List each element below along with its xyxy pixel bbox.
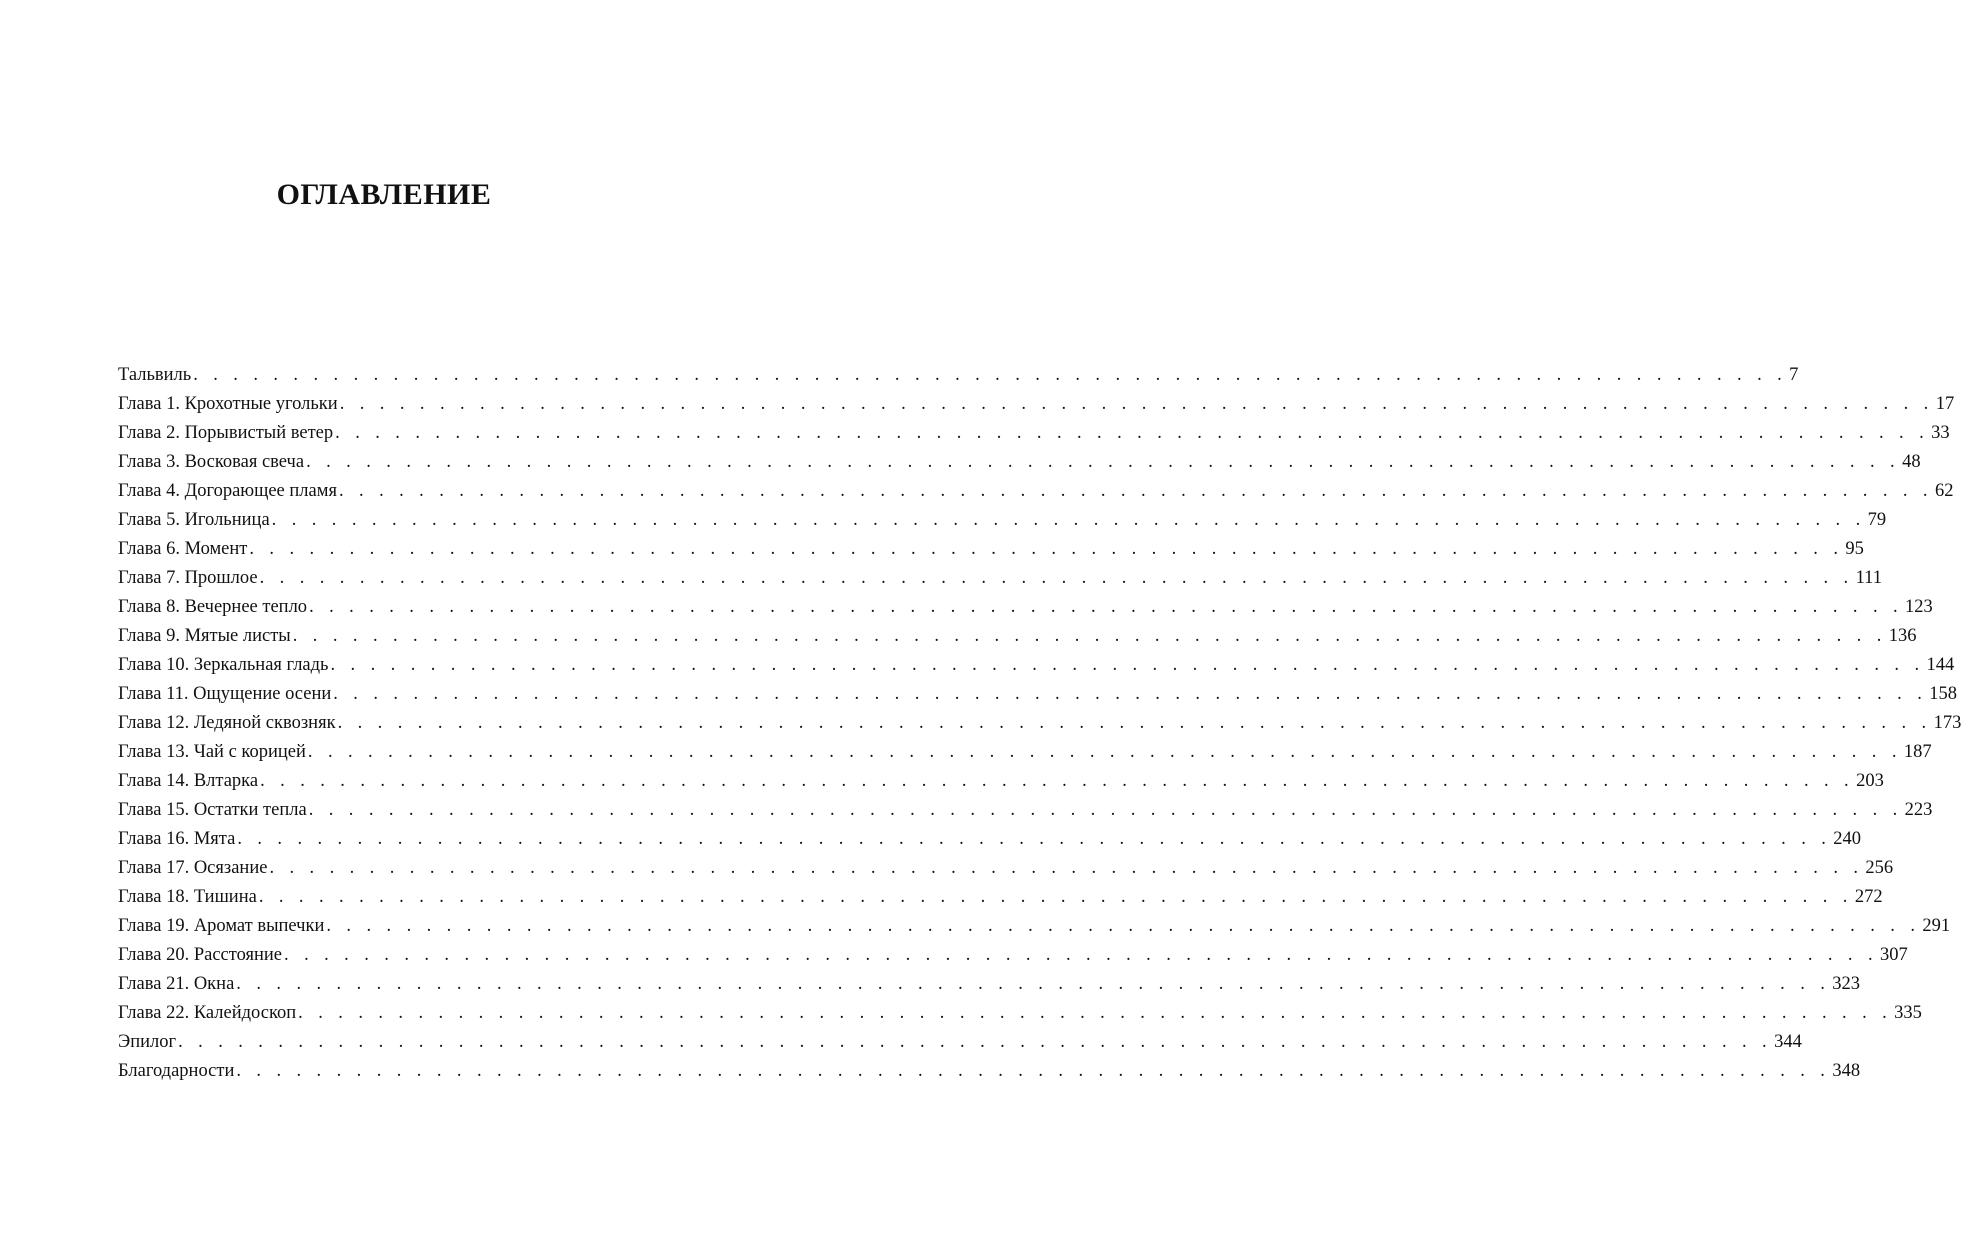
toc-entry-page-number: 291 [1922, 916, 1951, 936]
toc-entry-page-number: 79 [1867, 510, 1887, 530]
toc-entry-page-number: 7 [1789, 365, 1799, 385]
toc-entry-page-number: 323 [1832, 974, 1861, 994]
toc-entry-title: Глава 10. Зеркальная гладь [118, 655, 329, 675]
toc-entry-page-number: 62 [1934, 481, 1954, 501]
toc-entry-title: Глава 11. Ощущение осени [118, 684, 332, 704]
toc-entry-title: Глава 19. Аромат выпечки [118, 916, 325, 936]
toc-entry-title: Глава 22. Калейдоскоп [118, 1003, 297, 1023]
dot-leader: . . . . . . . . . . . . . . . . . . . . . . . . . . . . . . . . . . . . . . . . . . . . . . . . . . . . . . . . . . . . . . . . . . . . . . . . . . . . . . . . [236, 1061, 1831, 1081]
toc-entry [118, 361, 1799, 390]
toc-entry-title: Глава 15. Остатки тепла [118, 800, 307, 820]
toc-entry-page-number: 123 [1905, 597, 1933, 617]
toc-entry-title: Эпилог [118, 1032, 177, 1052]
toc-entry-title: Глава 13. Чай с корицей [118, 742, 306, 762]
dot-leader: . . . . . . . . . . . . . . . . . . . . . . . . . . . . . . . . . . . . . . . . . . . . . . . . . . . . . . . . . . . . . . . . . . . . . . . . . . . . . . . . [308, 800, 1903, 820]
toc-entry [118, 970, 1861, 999]
toc-entry-page-number: 48 [1902, 452, 1921, 472]
toc-entry-page-number: 240 [1833, 829, 1862, 849]
toc-entry-title: Глава 4. Догорающее пламя [118, 481, 337, 501]
toc-entry-title: Глава 1. Крохотные угольки [118, 394, 338, 414]
dot-leader: . . . . . . . . . . . . . . . . . . . . . . . . . . . . . . . . . . . . . . . . . . . . . . . . . . . . . . . . . . . . . . . . . . . . . . . . . . . . . . . . [333, 684, 1928, 704]
toc-entry-title: Глава 20. Расстояние [118, 945, 283, 965]
toc-entry-page-number: 256 [1865, 858, 1894, 878]
toc-entry-title: Глава 9. Мятые листы [118, 626, 291, 646]
toc-entry-title: Глава 21. Окна [118, 974, 235, 994]
toc-entry-title: Глава 8. Вечернее тепло [118, 597, 308, 617]
toc-entry [118, 1057, 1861, 1086]
dot-leader: . . . . . . . . . . . . . . . . . . . . . . . . . . . . . . . . . . . . . . . . . . . . . . . . . . . . . . . . . . . . . . . . . . . . . . . . . . . . . . . . [298, 1003, 1893, 1023]
page-title: ОГЛАВЛЕНИЕ [276, 178, 492, 211]
toc-entry-title: Глава 16. Мята [118, 829, 236, 849]
toc-entry [118, 854, 1894, 883]
toc-entry [118, 564, 1882, 593]
dot-leader: . . . . . . . . . . . . . . . . . . . . . . . . . . . . . . . . . . . . . . . . . . . . . . . . . . . . . . . . . . . . . . . . . . . . . . . . . . . . . . . . [236, 974, 1831, 994]
toc-entry-page-number: 111 [1855, 568, 1882, 588]
dot-leader: . . . . . . . . . . . . . . . . . . . . . . . . . . . . . . . . . . . . . . . . . . . . . . . . . . . . . . . . . . . . . . . . . . . . . . . . . . . . . . . . [178, 1032, 1773, 1052]
toc-entry [118, 535, 1864, 564]
dot-leader: . . . . . . . . . . . . . . . . . . . . . . . . . . . . . . . . . . . . . . . . . . . . . . . . . . . . . . . . . . . . . . . . . . . . . . . . . . . . . . . . [193, 365, 1788, 385]
dot-leader: . . . . . . . . . . . . . . . . . . . . . . . . . . . . . . . . . . . . . . . . . . . . . . . . . . . . . . . . . . . . . . . . . . . . . . . . . . . . . . . . [237, 829, 1832, 849]
toc-entry [118, 883, 1883, 912]
toc-entry [118, 738, 1932, 767]
table-of-contents [118, 361, 1961, 1086]
toc-entry-title: Глава 6. Момент [118, 539, 248, 559]
toc-entry [118, 593, 1933, 622]
toc-entry-page-number: 95 [1845, 539, 1864, 559]
toc-entry [118, 506, 1887, 535]
toc-entry [118, 999, 1922, 1028]
toc-entry-page-number: 203 [1856, 771, 1884, 791]
dot-leader: . . . . . . . . . . . . . . . . . . . . . . . . . . . . . . . . . . . . . . . . . . . . . . . . . . . . . . . . . . . . . . . . . . . . . . . . . . . . . . . . [284, 945, 1878, 965]
toc-entry-page-number: 223 [1904, 800, 1933, 820]
dot-leader: . . . . . . . . . . . . . . . . . . . . . . . . . . . . . . . . . . . . . . . . . . . . . . . . . . . . . . . . . . . . . . . . . . . . . . . . . . . . . . . . [249, 539, 1844, 559]
toc-entry-title: Глава 14. Влтарка [118, 771, 259, 791]
toc-entry [118, 622, 1917, 651]
toc-entry [118, 912, 1951, 941]
dot-leader: . . . . . . . . . . . . . . . . . . . . . . . . . . . . . . . . . . . . . . . . . . . . . . . . . . . . . . . . . . . . . . . . . . . . . . . . . . . . . . . . [306, 452, 1901, 472]
toc-entry-page-number: 344 [1774, 1032, 1802, 1052]
toc-entry-page-number: 33 [1931, 423, 1950, 443]
toc-entry-page-number: 136 [1888, 626, 1917, 646]
toc-entry-title: Благодарности [118, 1061, 235, 1081]
dot-leader: . . . . . . . . . . . . . . . . . . . . . . . . . . . . . . . . . . . . . . . . . . . . . . . . . . . . . . . . . . . . . . . . . . . . . . . . . . . . . . . . [259, 568, 1854, 588]
toc-entry [118, 709, 1961, 738]
toc-entry [118, 941, 1908, 970]
toc-entry [118, 477, 1954, 506]
toc-entry-page-number: 272 [1854, 887, 1883, 907]
toc-entry-page-number: 307 [1880, 945, 1908, 965]
dot-leader: . . . . . . . . . . . . . . . . . . . . . . . . . . . . . . . . . . . . . . . . . . . . . . . . . . . . . . . . . . . . . . . . . . . . . . . . . . . . . . . . [309, 597, 1904, 617]
toc-entry-title: Глава 5. Игольница [118, 510, 270, 530]
toc-entry-page-number: 187 [1903, 742, 1932, 762]
dot-leader: . . . . . . . . . . . . . . . . . . . . . . . . . . . . . . . . . . . . . . . . . . . . . . . . . . . . . . . . . . . . . . . . . . . . . . . . . . . . . . . . [260, 771, 1855, 791]
dot-leader: . . . . . . . . . . . . . . . . . . . . . . . . . . . . . . . . . . . . . . . . . . . . . . . . . . . . . . . . . . . . . . . . . . . . . . . . . . . . . . . . [307, 742, 1902, 762]
toc-entry-page-number: 17 [1935, 394, 1955, 414]
dot-leader: . . . . . . . . . . . . . . . . . . . . . . . . . . . . . . . . . . . . . . . . . . . . . . . . . . . . . . . . . . . . . . . . . . . . . . . . . . . . . . . . [271, 510, 1866, 530]
toc-entry [118, 680, 1957, 709]
toc-entry [118, 419, 1950, 448]
toc-entry-title: Глава 17. Осязание [118, 858, 268, 878]
dot-leader: . . . . . . . . . . . . . . . . . . . . . . . . . . . . . . . . . . . . . . . . . . . . . . . . . . . . . . . . . . . . . . . . . . . . . . . . . . . . . . . . [326, 916, 1921, 936]
toc-entry [118, 1028, 1802, 1057]
toc-entry [118, 825, 1862, 854]
toc-entry-title: Глава 7. Прошлое [118, 568, 258, 588]
toc-entry-title: Глава 3. Восковая свеча [118, 452, 305, 472]
dot-leader: . . . . . . . . . . . . . . . . . . . . . . . . . . . . . . . . . . . . . . . . . . . . . . . . . . . . . . . . . . . . . . . . . . . . . . . . . . . . . . . . [338, 481, 1933, 501]
dot-leader: . . . . . . . . . . . . . . . . . . . . . . . . . . . . . . . . . . . . . . . . . . . . . . . . . . . . . . . . . . . . . . . . . . . . . . . . . . . . . . . . [292, 626, 1887, 646]
dot-leader: . . . . . . . . . . . . . . . . . . . . . . . . . . . . . . . . . . . . . . . . . . . . . . . . . . . . . . . . . . . . . . . . . . . . . . . . . . . . . . . . [335, 423, 1930, 443]
toc-entry [118, 448, 1921, 477]
toc-entry-title: Глава 2. Порывистый ветер [118, 423, 334, 443]
toc-entry [118, 651, 1955, 680]
dot-leader: . . . . . . . . . . . . . . . . . . . . . . . . . . . . . . . . . . . . . . . . . . . . . . . . . . . . . . . . . . . . . . . . . . . . . . . . . . . . . . . . [269, 858, 1864, 878]
dot-leader: . . . . . . . . . . . . . . . . . . . . . . . . . . . . . . . . . . . . . . . . . . . . . . . . . . . . . . . . . . . . . . . . . . . . . . . . . . . . . . . . [337, 713, 1932, 733]
toc-entry [118, 796, 1933, 825]
dot-leader: . . . . . . . . . . . . . . . . . . . . . . . . . . . . . . . . . . . . . . . . . . . . . . . . . . . . . . . . . . . . . . . . . . . . . . . . . . . . . . . . [339, 394, 1934, 414]
toc-entry-title: Глава 18. Тишина [118, 887, 257, 907]
toc-entry-title: Глава 12. Ледяной сквозняк [118, 713, 336, 733]
toc-entry-page-number: 173 [1933, 713, 1961, 733]
toc-entry-page-number: 158 [1929, 684, 1957, 704]
toc-entry [118, 767, 1884, 796]
dot-leader: . . . . . . . . . . . . . . . . . . . . . . . . . . . . . . . . . . . . . . . . . . . . . . . . . . . . . . . . . . . . . . . . . . . . . . . . . . . . . . . . [330, 655, 1925, 675]
toc-entry-title: Тальвиль [118, 365, 192, 385]
dot-leader: . . . . . . . . . . . . . . . . . . . . . . . . . . . . . . . . . . . . . . . . . . . . . . . . . . . . . . . . . . . . . . . . . . . . . . . . . . . . . . . . [258, 887, 1853, 907]
toc-entry-page-number: 144 [1926, 655, 1955, 675]
toc-entry-page-number: 348 [1832, 1061, 1861, 1081]
toc-entry [118, 390, 1955, 419]
toc-entry-page-number: 335 [1894, 1003, 1922, 1023]
